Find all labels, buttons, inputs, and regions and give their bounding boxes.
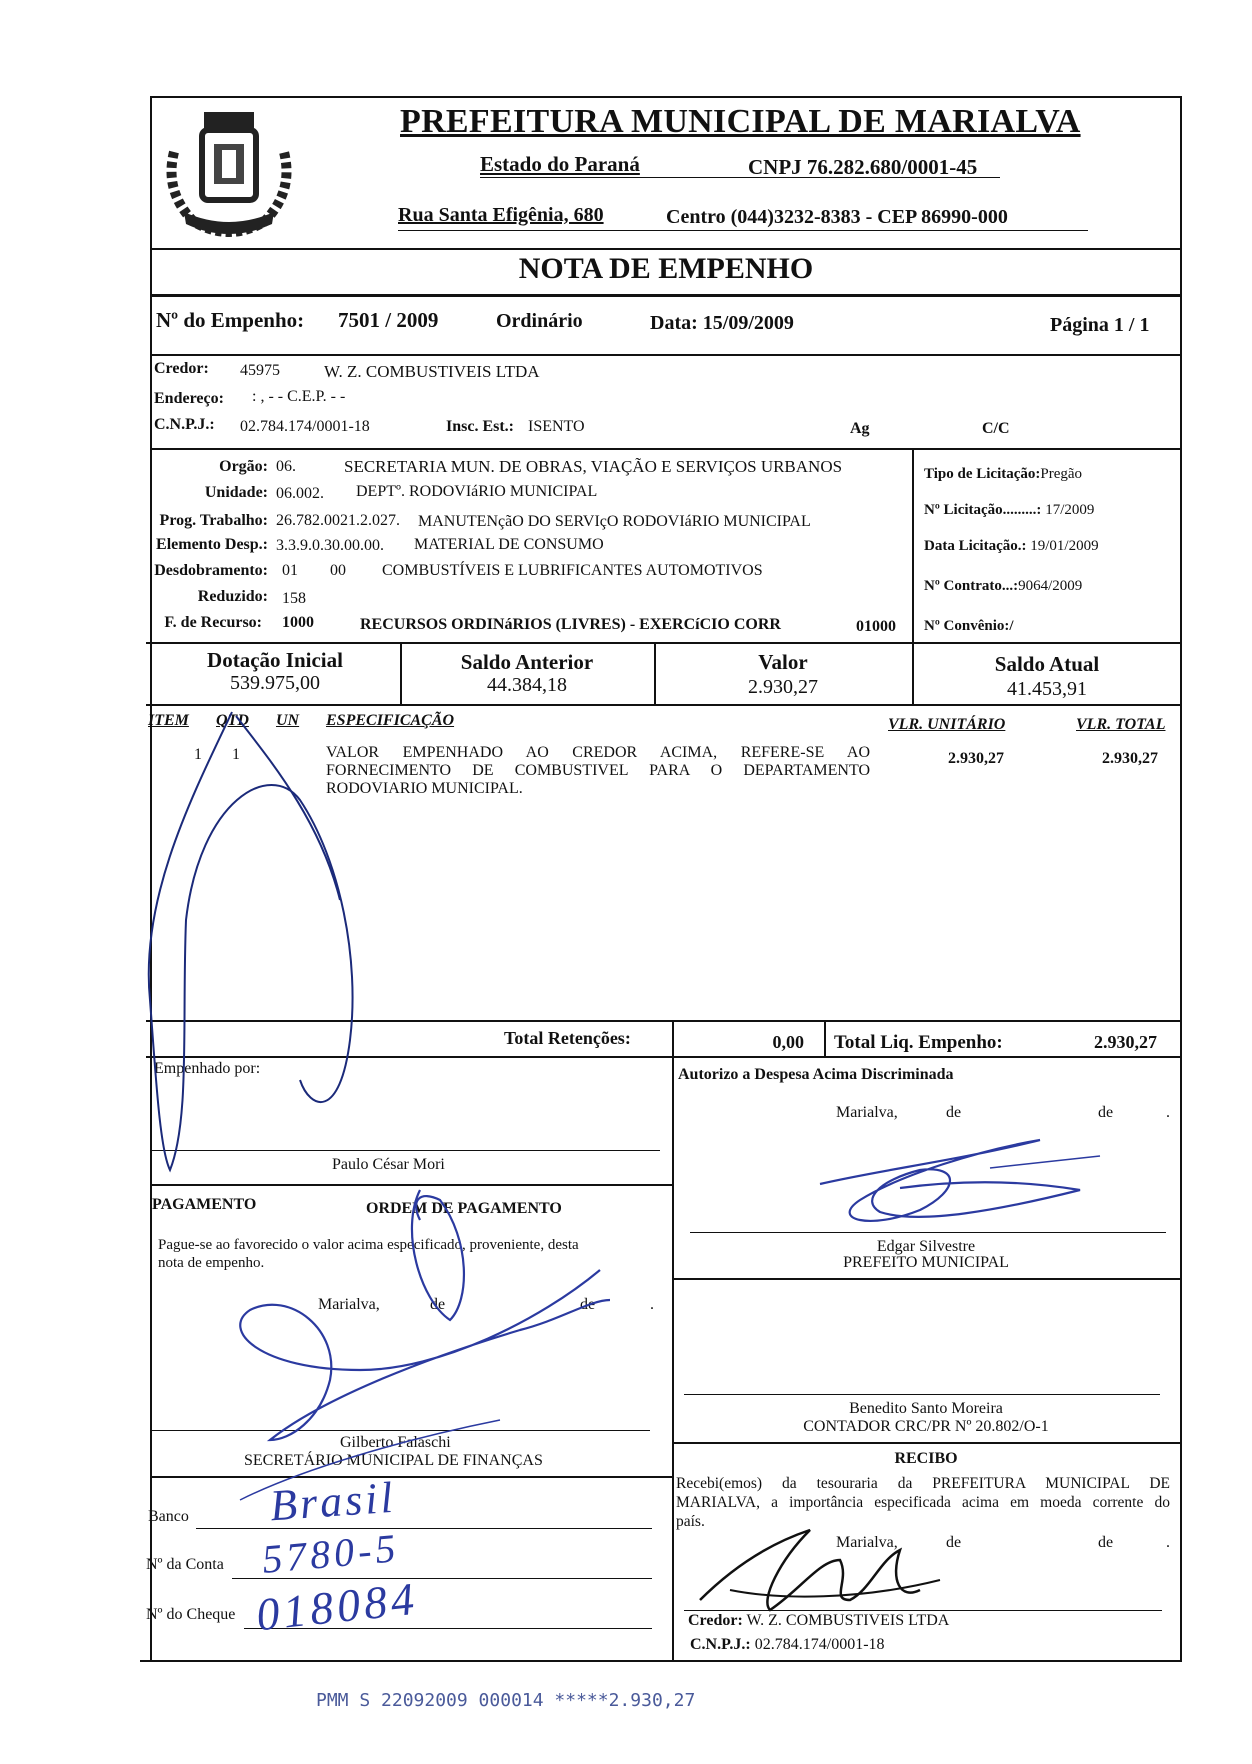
municipality-title: PREFEITURA MUNICIPAL DE MARIALVA xyxy=(400,103,1081,140)
autorizo-de1: de xyxy=(946,1104,962,1121)
licitacao-date-label: Data Licitação.: 19/01/2009 xyxy=(924,538,1099,554)
desdobramento-name: COMBUSTÍVEIS E LUBRIFICANTES AUTOMOTIVOS xyxy=(382,562,763,579)
item-spec xyxy=(326,744,870,798)
orgao-code: 06. xyxy=(276,458,296,475)
banco-label: Banco xyxy=(148,1508,189,1525)
handwritten-banco: Brasil xyxy=(268,1472,398,1531)
recibo-label: RECIBO xyxy=(894,1450,958,1467)
empenho-number: 7501 / 2009 xyxy=(338,308,439,332)
recibo-local: Marialva, xyxy=(836,1534,898,1551)
coat-of-arms-logo xyxy=(154,92,304,242)
desdobramento-code2: 00 xyxy=(330,562,346,579)
pagamento-de1: de xyxy=(430,1296,446,1313)
insc-label: Insc. Est.: xyxy=(446,418,515,435)
recurso-name: RECURSOS ORDINáRIOS (LIVRES) - EXERCíCIO CORR xyxy=(360,616,781,633)
document-title: NOTA DE EMPENHO xyxy=(518,252,814,285)
col-especificacao: ESPECIFICAÇÃO xyxy=(326,712,455,729)
item-number: 1 xyxy=(194,746,202,763)
col-un: UN xyxy=(276,712,300,729)
insc-value: ISENTO xyxy=(528,418,585,435)
municipality-centro: Centro (044)3232-8383 - CEP 86990-000 xyxy=(666,206,1008,228)
municipality-cnpj: CNPJ 76.282.680/0001-45 xyxy=(748,155,978,179)
pagamento-text xyxy=(158,1236,579,1272)
prog-name: MANUTENçãO DO SERVIçO RODOVIáRIO MUNICIPAL xyxy=(418,513,811,530)
conta-label: Nº da Conta xyxy=(146,1556,224,1573)
recurso-code: 1000 xyxy=(282,614,314,631)
col-qtd: QTD xyxy=(216,712,249,729)
empenhado-por-label: Empenhado por: xyxy=(154,1060,261,1077)
cnpj-value: 02.784.174/0001-18 xyxy=(240,418,370,435)
contador-title: CONTADOR CRC/PR Nº 20.802/O-1 xyxy=(803,1418,1049,1435)
reduzido-value: 158 xyxy=(282,590,306,607)
prog-label: Prog. Trabalho: xyxy=(159,512,268,529)
header-underline-address xyxy=(398,230,1088,231)
item-spec-line: FORNECIMENTO DE COMBUSTIVEL PARA O DEPARTAMENTO xyxy=(326,762,870,779)
unidade-code: 06.002. xyxy=(276,485,324,502)
valor-value: 2.930,27 xyxy=(748,676,818,698)
contrato-value: 9064/2009 xyxy=(1018,578,1083,594)
item-qtd: 1 xyxy=(232,746,240,763)
retencoes-label: Total Retenções: xyxy=(504,1028,631,1048)
recibo-cnpj-value: 02.784.174/0001-18 xyxy=(754,1636,885,1653)
licitacao-type-value: Pregão xyxy=(1040,466,1083,482)
recibo-de2: de xyxy=(1098,1534,1114,1551)
address-label: Endereço: xyxy=(154,390,224,407)
col-valor-unitario: VLR. UNITÁRIO xyxy=(888,716,1006,733)
empenho-type: Ordinário xyxy=(496,310,583,332)
licitacao-number-value: 17/2009 xyxy=(1045,502,1095,518)
recibo-text-line: país. xyxy=(676,1513,705,1530)
pagamento-text-line: nota de empenho. xyxy=(158,1255,265,1271)
empenho-date: Data: 15/09/2009 xyxy=(650,312,794,334)
handwritten-cheque: 018084 xyxy=(253,1572,421,1641)
item-total-value: 2.930,27 xyxy=(1102,750,1158,767)
autorizo-dot: . xyxy=(1166,1104,1170,1121)
account-label: C/C xyxy=(982,420,1010,437)
saldo-atual-value: 41.453,91 xyxy=(1007,678,1087,700)
empenho-label: Nº do Empenho: xyxy=(156,308,305,332)
pagamento-local: Marialva, xyxy=(318,1296,380,1313)
recibo-text xyxy=(676,1474,1170,1531)
orgao-name: SECRETARIA MUN. DE OBRAS, VIAÇÃO E SERVIÇOS URBANOS xyxy=(344,457,843,476)
prog-code: 26.782.0021.2.027. xyxy=(276,512,400,529)
reduzido-label: Reduzido: xyxy=(197,588,268,605)
recibo-dot: . xyxy=(1166,1534,1170,1551)
item-unit-value: 2.930,27 xyxy=(948,750,1004,767)
credor-label: Credor: xyxy=(154,360,209,377)
dotacao-inicial-label: Dotação Inicial xyxy=(207,648,343,672)
agency-label: Ag xyxy=(850,420,870,437)
recurso-number: 01000 xyxy=(856,618,896,635)
col-valor-total: VLR. TOTAL xyxy=(1076,716,1166,733)
licitacao-date-value: 19/01/2009 xyxy=(1030,538,1099,554)
retencoes-value: 0,00 xyxy=(772,1032,804,1052)
empenhado-por-name: Paulo César Mori xyxy=(332,1156,445,1173)
desdobramento-code1: 01 xyxy=(282,562,298,579)
saldo-anterior-value: 44.384,18 xyxy=(487,674,567,696)
cnpj-label: C.N.P.J.: xyxy=(154,416,215,433)
recibo-credor: Credor: W. Z. COMBUSTIVEIS LTDA xyxy=(688,1612,950,1629)
credor-code: 45975 xyxy=(240,362,280,379)
unidade-label: Unidade: xyxy=(204,484,268,501)
orgao-label: Orgão: xyxy=(219,458,268,475)
elemento-label: Elemento Desp.: xyxy=(156,536,268,553)
recibo-cnpj: C.N.P.J.: 02.784.174/0001-18 xyxy=(690,1636,885,1653)
autorizo-local: Marialva, xyxy=(836,1104,898,1121)
state-name: Estado do Paraná xyxy=(480,152,640,176)
pagamento-dot: . xyxy=(650,1296,654,1313)
liquido-value: 2.930,27 xyxy=(1094,1032,1157,1052)
col-item: ITEM xyxy=(148,712,189,729)
cheque-label: Nº do Cheque xyxy=(146,1606,236,1623)
autorizo-label: Autorizo a Despesa Acima Discriminada xyxy=(678,1066,954,1083)
item-spec-line: VALOR EMPENHADO AO CREDOR ACIMA, REFERE-SE AO xyxy=(326,744,870,761)
recurso-label: F. de Recurso: xyxy=(164,614,262,631)
contador-name: Benedito Santo Moreira xyxy=(849,1400,1003,1417)
item-spec-line: RODOVIARIO MUNICIPAL. xyxy=(326,780,523,797)
licitacao-type-label: Tipo de Licitação:Pregão xyxy=(924,466,1083,482)
address-value: : , - - C.E.P. - - xyxy=(252,388,346,405)
liquido-label: Total Liq. Empenho: xyxy=(834,1032,1003,1053)
autorizo-de2: de xyxy=(1098,1104,1114,1121)
contrato-label: Nº Contrato...:9064/2009 xyxy=(924,578,1083,594)
recibo-text-line: Recebi(emos) da tesouraria da PREFEITURA MUNICIPAL DE xyxy=(676,1475,1170,1492)
page-number: Página 1 / 1 xyxy=(1050,314,1150,336)
dotacao-inicial-value: 539.975,00 xyxy=(230,672,320,694)
saldo-anterior-label: Saldo Anterior xyxy=(460,650,594,674)
unidade-name: DEPTº. RODOVIáRIO MUNICIPAL xyxy=(356,483,598,500)
secretario-name: Gilberto Falaschi xyxy=(340,1434,451,1451)
recibo-text-line: MARIALVA, a importância especificada acima em moeda corrente do xyxy=(676,1494,1170,1511)
recibo-credor-name: W. Z. COMBUSTIVEIS LTDA xyxy=(746,1612,950,1629)
prefeito-title: PREFEITO MUNICIPAL xyxy=(843,1254,1009,1271)
pagamento-de2: de xyxy=(580,1296,596,1313)
valor-label: Valor xyxy=(758,650,808,674)
municipality-address: Rua Santa Efigênia, 680 xyxy=(398,204,604,226)
ordem-pagamento-label: ORDEM DE PAGAMENTO xyxy=(366,1200,562,1217)
convenio-label: Nº Convênio:/ xyxy=(924,618,1014,634)
validation-stamp: PMM S 22092009 000014 *****2.930,27 xyxy=(316,1690,696,1711)
elemento-name: MATERIAL DE CONSUMO xyxy=(414,536,604,553)
prefeito-name: Edgar Silvestre xyxy=(876,1238,976,1255)
desdobramento-label: Desdobramento: xyxy=(154,562,268,579)
handwritten-conta: 5780-5 xyxy=(260,1525,402,1582)
recibo-de1: de xyxy=(946,1534,962,1551)
secretario-title: SECRETÁRIO MUNICIPAL DE FINANÇAS xyxy=(244,1452,543,1469)
pagamento-label: PAGAMENTO xyxy=(152,1196,257,1213)
pagamento-text-line: Pague-se ao favorecido o valor acima especificado, proveniente, desta xyxy=(158,1237,579,1253)
licitacao-number-label: Nº Licitação.........: 17/2009 xyxy=(924,502,1095,518)
elemento-code: 3.3.9.0.30.00.00. xyxy=(276,537,384,554)
saldo-atual-label: Saldo Atual xyxy=(994,652,1100,676)
credor-name: W. Z. COMBUSTIVEIS LTDA xyxy=(324,362,540,381)
